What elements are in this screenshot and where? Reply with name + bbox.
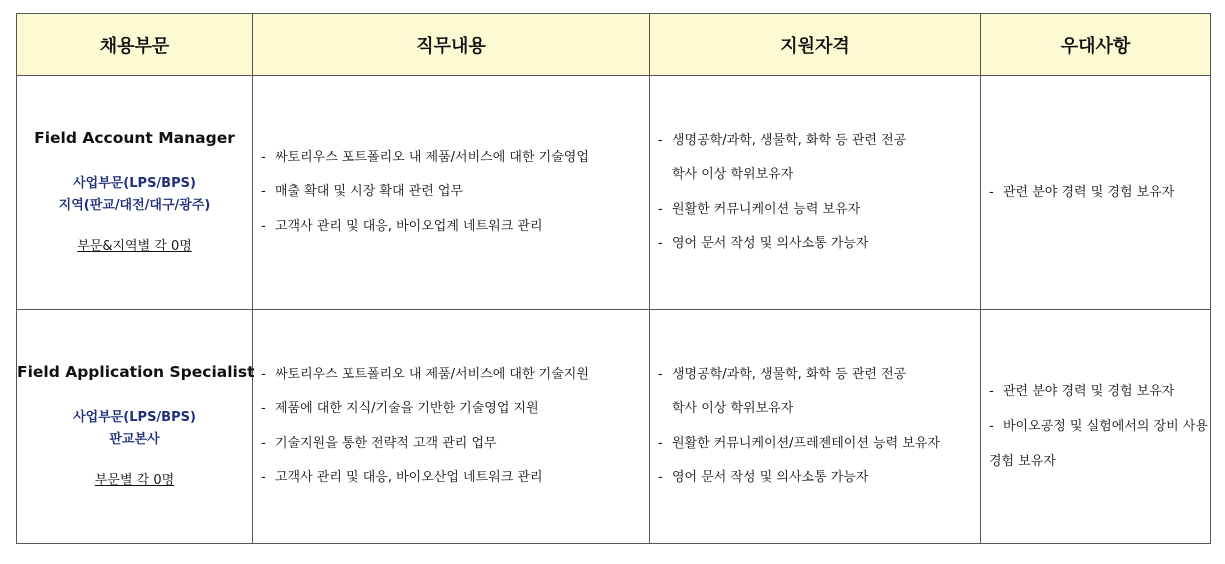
list-item: - 매출 확대 및 시장 확대 관련 업무 (261, 184, 464, 200)
position-location: 판교본사 (109, 431, 160, 447)
list-item: 학사 이상 학위보유자 (672, 167, 794, 182)
preferences-cell (981, 76, 1211, 310)
position-location: 지역(판교/대전/대구/광주) (58, 197, 211, 213)
position-division: 사업부문(LPS/BPS) (73, 175, 196, 191)
list-item: - 고객사 관리 및 대응, 바이오산업 네트워크 관리 (261, 470, 543, 485)
preferences-cell (981, 310, 1211, 544)
list-item: 학사 이상 학위보유자 (672, 401, 794, 416)
header-row (17, 14, 1211, 76)
list-item: - 싸토리우스 포트폴리오 내 제품/서비스에 대한 기술지원 (261, 366, 589, 382)
list-item: - 바이오공정 및 실험에서의 장비 사용 경험 보유자 (989, 419, 1208, 469)
qualifications-list (650, 124, 980, 262)
list-item: - 영어 문서 작성 및 의사소통 가능자 (658, 236, 869, 251)
position-count: 부문&지역별 각 0명 (77, 238, 192, 254)
list-item: - 생명공학/과학, 생물학, 화학 등 관련 전공 (658, 366, 907, 382)
header-position: 채용부문 (17, 14, 253, 76)
duties-list (253, 141, 649, 245)
table-row (17, 76, 1211, 310)
list-item: - 고객사 관리 및 대응, 바이오업계 네트워크 관리 (261, 218, 543, 234)
recruitment-table (16, 13, 1211, 544)
list-item: - 관련 분야 경력 및 경험 보유자 (989, 185, 1175, 200)
list-item: - 영어 문서 작성 및 의사소통 가능자 (658, 470, 869, 485)
position-count: 부문별 각 0명 (94, 472, 175, 488)
duties-cell (253, 76, 650, 310)
qualifications-cell (650, 76, 981, 310)
list-item: - 원활한 커뮤니케이션/프레젠테이션 능력 보유자 (658, 435, 940, 451)
position-title: Field Account Manager (34, 128, 235, 147)
position-division-location (17, 173, 252, 217)
position-cell (17, 310, 253, 544)
list-item: - 관련 분야 경력 및 경험 보유자 (989, 384, 1175, 399)
duties-cell (253, 310, 650, 544)
duties-list (253, 358, 649, 496)
list-item: - 원활한 커뮤니케이션 능력 보유자 (658, 201, 861, 217)
table-row (17, 310, 1211, 544)
position-division-location (17, 407, 252, 451)
list-item: - 기술지원을 통한 전략적 고객 관리 업무 (261, 435, 497, 451)
qualifications-cell (650, 310, 981, 544)
list-item: - 싸토리우스 포트폴리오 내 제품/서비스에 대한 기술영업 (261, 149, 589, 165)
preferences-list (981, 374, 1210, 479)
header-preferences: 우대사항 (981, 14, 1211, 76)
qualifications-list (650, 358, 980, 496)
header-qualifications: 지원자격 (650, 14, 981, 76)
header-duties: 직무내용 (253, 14, 650, 76)
position-cell (17, 76, 253, 310)
position-title: Field Application Specialist (17, 362, 255, 381)
position-division: 사업부문(LPS/BPS) (73, 409, 196, 425)
list-item: - 생명공학/과학, 생물학, 화학 등 관련 전공 (658, 132, 907, 148)
preferences-list (981, 175, 1210, 210)
list-item: - 제품에 대한 지식/기술을 기반한 기술영업 지원 (261, 401, 539, 416)
